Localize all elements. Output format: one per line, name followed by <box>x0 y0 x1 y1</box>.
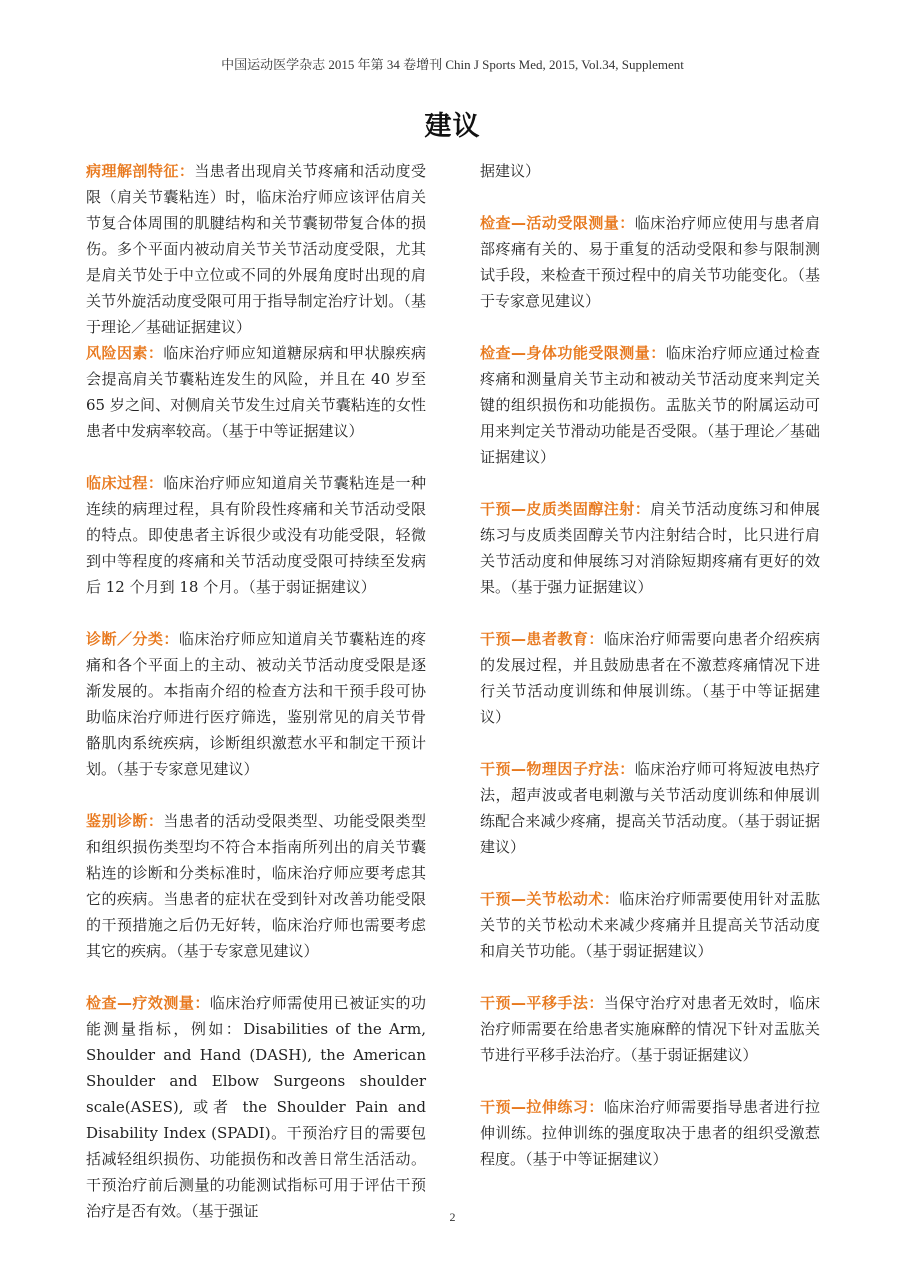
paragraph-text: 当患者的活动受限类型、功能受限类型和组织损伤类型均不符合本指南所列出的肩关节囊粘连的诊断和分类标准时，临床治疗师应要考虑其它的疾病。当患者的症状在受到针对改善功能受限的干预措施之后仍无好转，临床治疗师也需要考虑其它的疾病。（基于专家意见建议） <box>86 812 426 960</box>
paragraph-continuation <box>480 158 820 184</box>
paragraph-label: 干预—拉伸练习： <box>480 1098 604 1116</box>
paragraph-text: 临床治疗师应使用与患者肩部疼痛有关的、易于重复的活动受限和参与限制测试手段，来检查干预过程中的肩关节功能变化。（基于专家意见建议） <box>480 214 820 310</box>
paragraph-label: 干预—物理因子疗法： <box>480 760 635 778</box>
paragraph-text: 当患者出现肩关节疼痛和活动度受限（肩关节囊粘连）时，临床治疗师应该评估肩关节复合体周围的肌腱结构和关节囊韧带复合体的损伤。多个平面内被动肩关节关节活动度受限，尤其是肩关节处于中立位或不同的外展角度时出现的肩关节外旋活动度受限可用于指导制定治疗计划。（基于理论／基础证据建议） <box>86 162 426 336</box>
paragraph-text: 临床治疗师需要使用针对盂肱关节的关节松动术来减少疼痛并且提高关节活动度和肩关节功能。（基于弱证据建议） <box>480 890 820 960</box>
paragraph-differential-diagnosis <box>86 808 426 964</box>
paragraph-physical-impairment <box>480 340 820 470</box>
paragraph-label: 临床过程： <box>86 474 164 492</box>
paragraph-text: 临床治疗师需要指导患者进行拉伸训练。拉伸训练的强度取决于患者的组织受激惹程度。（基于中等证据建议） <box>480 1098 820 1168</box>
paragraph-text: 临床治疗师需要向患者介绍疾病的发展过程，并且鼓励患者在不激惹疼痛情况下进行关节活动度训练和伸展训练。（基于中等证据建议） <box>480 630 820 726</box>
paragraph-label: 干预—平移手法： <box>480 994 604 1012</box>
paragraph-label: 检查—身体功能受限测量： <box>480 344 666 362</box>
paragraph-clinical-course <box>86 470 426 600</box>
paragraph-corticosteroid-injection <box>480 496 820 600</box>
paragraph-text: 临床治疗师应知道糖尿病和甲状腺疾病会提高肩关节囊粘连发生的风险，并且在 40 岁至 65 岁之间、对侧肩关节发生过肩关节囊粘连的女性患者中发病率较高。（基于中等证据建议） <box>86 344 426 440</box>
paragraph-label: 鉴别诊断： <box>86 812 164 830</box>
paragraph-text: 临床治疗师应知道肩关节囊粘连的疼痛和各个平面上的主动、被动关节活动度受限是逐渐发展的。本指南介绍的检查方法和干预手段可协助临床治疗师进行医疗筛选，鉴别常见的肩关节骨骼肌肉系统疾病，诊断组织激惹水平和制定干预计划。（基于专家意见建议） <box>86 630 426 778</box>
paragraph-activity-limitation <box>480 210 820 314</box>
paragraph-modalities <box>480 756 820 860</box>
paragraph-label: 诊断／分类： <box>86 630 179 648</box>
left-column <box>86 158 426 1224</box>
paragraph-label: 检查—疗效测量： <box>86 994 210 1012</box>
paragraph-translational-manipulation <box>480 990 820 1068</box>
paragraph-text: 临床治疗师可将短波电热疗法，超声波或者电刺激与关节活动度训练和伸展训练配合来减少疼痛，提高关节活动度。（基于弱证据建议） <box>480 760 820 856</box>
paragraph-text: 临床治疗师需使用已被证实的功能测量指标，例如：Disabilities of the Arm, Shoulder and Hand (DASH), the American Shoulder and Elbow Surgeons shoulder scale(ASES), 或者 the Shoulder Pain and Disability Index (SPADI)。干预治疗目的需要包括减轻组织损伤、功能损伤和改善日常生活活动。干预治疗前后测量的功能测试指标可用于评估干预治疗是否有效。（基于强证 <box>86 994 426 1220</box>
running-header: 中国运动医学杂志 2015 年第 34 卷增刊 Chin J Sports Med, 2015, Vol.34, Supplement <box>221 57 684 72</box>
paragraph-label: 干预—患者教育： <box>480 630 604 648</box>
paragraph-text: 当保守治疗对患者无效时，临床治疗师需要在给患者实施麻醉的情况下针对盂肱关节进行平移手法治疗。（基于弱证据建议） <box>480 994 820 1064</box>
paragraph-label: 干预—皮质类固醇注射： <box>480 500 651 518</box>
paragraph-joint-mobilization <box>480 886 820 964</box>
paragraph-diagnosis-classification <box>86 626 426 782</box>
paragraph-risk-factors <box>86 340 426 444</box>
paragraph-outcome-measures <box>86 990 426 1224</box>
right-column <box>480 158 820 1172</box>
page-number: 2 <box>449 1210 456 1224</box>
paragraph-text: 据建议） <box>480 162 541 180</box>
paragraph-label: 干预—关节松动术： <box>480 890 620 908</box>
page-title: 建议 <box>424 111 481 142</box>
paragraph-text: 临床治疗师应通过检查疼痛和测量肩关节主动和被动关节活动度来判定关键的组织损伤和功能损伤。盂肱关节的附属运动可用来判定关节滑动功能是否受限。（基于理论／基础证据建议） <box>480 344 820 466</box>
paragraph-label: 风险因素： <box>86 344 164 362</box>
paragraph-patient-education <box>480 626 820 730</box>
paragraph-stretching <box>480 1094 820 1172</box>
paragraph-label: 检查—活动受限测量： <box>480 214 635 232</box>
paragraph-text: 肩关节活动度练习和伸展练习与皮质类固醇关节内注射结合时，比只进行肩关节活动度和伸展练习对消除短期疼痛有更好的效果。（基于强力证据建议） <box>480 500 820 596</box>
paragraph-text: 临床治疗师应知道肩关节囊粘连是一种连续的病理过程，具有阶段性疼痛和关节活动受限的特点。即使患者主诉很少或没有功能受限，轻微到中等程度的疼痛和关节活动度受限可持续至发病后 12 个月到 18 个月。（基于弱证据建议） <box>86 474 426 596</box>
paragraph-pathoanatomy <box>86 158 426 340</box>
paragraph-label: 病理解剖特征： <box>86 162 195 180</box>
